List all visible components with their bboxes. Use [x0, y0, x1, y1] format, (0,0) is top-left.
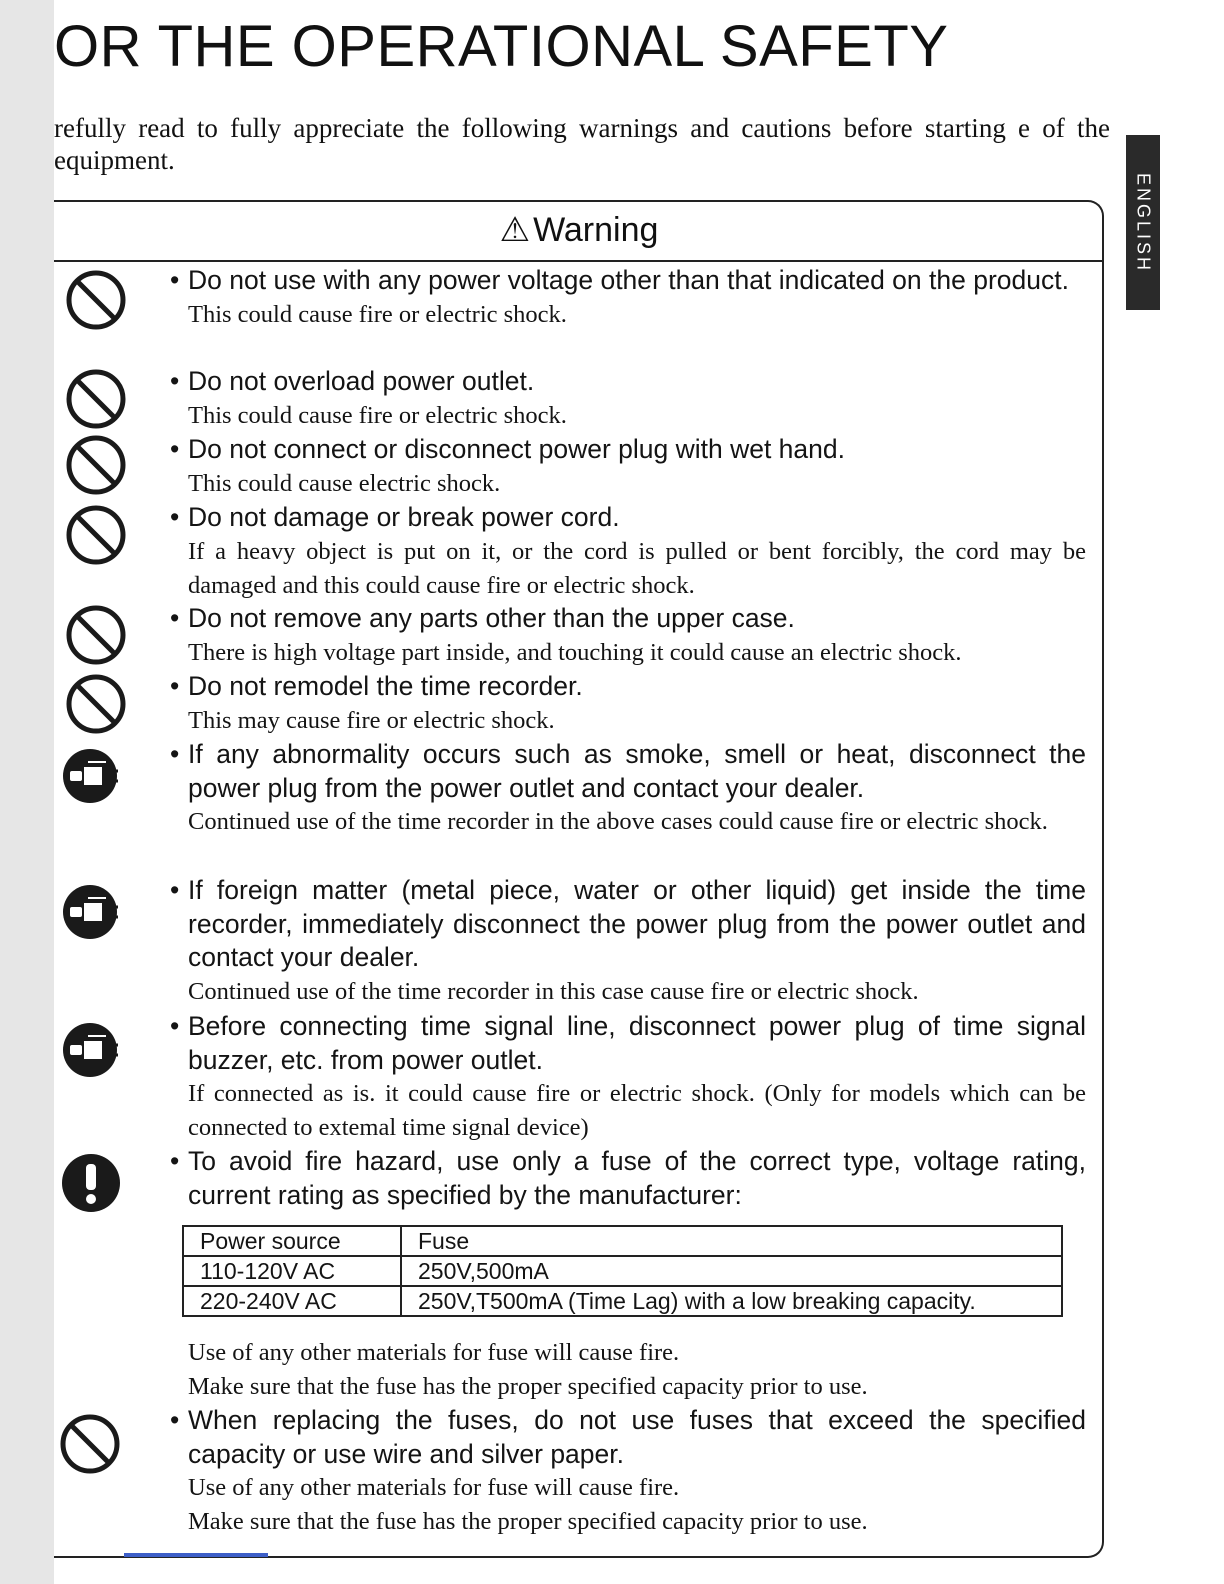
table-row [183, 1256, 1062, 1286]
warning-bullet: • Do not overload power outlet. [168, 365, 1086, 399]
warning-note: If a heavy object is put on it, or the cord is pulled or bent forcibly, the cord may be damaged and this could cause fire or electric shock. [188, 537, 1086, 599]
left-page-margin [0, 0, 54, 1584]
table-cell: 110-120V AC [183, 1256, 401, 1286]
prohibition-icon [58, 1412, 122, 1476]
prohibition-icon [64, 503, 128, 567]
warning-note: Continued use of the time recorder in the above cases could cause fire or electric shock. [188, 808, 1048, 835]
language-side-tab-label: ENGLISH [1133, 172, 1154, 273]
warning-bullet: • Before connecting time signal line, disconnect power plug of time signal buzzer, etc. from power outlet. [168, 1010, 1086, 1077]
prohibition-icon [64, 603, 128, 667]
warning-header-label: Warning [533, 210, 659, 249]
page-title: OR THE OPERATIONAL SAFETY [54, 14, 949, 79]
warning-bullet: • Do not damage or break power cord. [168, 501, 1086, 535]
table-row [183, 1286, 1062, 1316]
warning-item [168, 670, 1086, 738]
unplug-icon [62, 746, 122, 806]
prohibition-icon [64, 433, 128, 497]
table-header-row [183, 1226, 1062, 1256]
fuse-note: Use of any other materials for fuse will cause fire. [188, 1339, 680, 1366]
exclamation-icon [60, 1152, 122, 1214]
table-cell: 250V,T500mA (Time Lag) with a low breaking capacity. [401, 1286, 1062, 1316]
warning-note: This could cause fire or electric shock. [188, 300, 567, 328]
page-footer-link[interactable] [124, 1553, 268, 1557]
warning-note: Use of any other materials for fuse will cause fire. Make sure that the fuse has the proper specified capacity prior to use. [188, 1474, 868, 1535]
warning-bullet: • Do not remodel the time recorder. [168, 670, 1086, 704]
unplug-icon [62, 1020, 122, 1080]
table-header-cell: Power source [183, 1226, 401, 1256]
warning-item [168, 1010, 1086, 1145]
warning-note: There is high voltage part inside, and touching it could cause an electric shock. [188, 638, 962, 666]
fuse-table [182, 1225, 1063, 1317]
warning-note: This could cause fire or electric shock. [188, 401, 567, 429]
table-header-cell: Fuse [401, 1226, 1062, 1256]
warning-bullet: • Do not connect or disconnect power plug with wet hand. [168, 433, 1086, 467]
prohibition-icon [64, 367, 128, 431]
fuse-note: Make sure that the fuse has the proper specified capacity prior to use. [188, 1373, 868, 1400]
warning-header [54, 200, 1104, 262]
warning-bullet: • If any abnormality occurs such as smoke, smell or heat, disconnect the power plug from the power outlet and contact your dealer. [168, 738, 1086, 805]
warning-note: This could cause electric shock. [188, 469, 501, 497]
warning-item [168, 1145, 1086, 1212]
warning-bullet: • If foreign matter (metal piece, water or other liquid) get inside the time recorder, immediately disconnect the power plug from the power outlet and contact your dealer. [168, 874, 1086, 975]
warning-item [168, 738, 1086, 839]
warning-triangle-icon: ⚠ [499, 211, 531, 249]
prohibition-icon [64, 268, 128, 332]
warning-item [168, 501, 1086, 603]
unplug-icon [62, 882, 122, 942]
warning-note: Continued use of the time recorder in this case cause fire or electric shock. [188, 977, 919, 1005]
warning-note: This may cause fire or electric shock. [188, 706, 555, 734]
table-cell: 250V,500mA [401, 1256, 1062, 1286]
warning-item [168, 365, 1086, 433]
warning-bullet: • Do not use with any power voltage other than that indicated on the product. [168, 264, 1086, 298]
warning-note: If connected as is. it could cause fire or electric shock. (Only for models which can be connected to extemal time signal device) [188, 1080, 1086, 1141]
table-cell: 220-240V AC [183, 1286, 401, 1316]
warning-item [168, 264, 1086, 332]
language-side-tab [1126, 135, 1160, 310]
fuse-notes [168, 1336, 1086, 1404]
warning-bullet: • To avoid fire hazard, use only a fuse of the correct type, voltage rating, current rating as specified by the manufacturer: [168, 1145, 1086, 1212]
warning-item [168, 874, 1086, 1009]
intro-text: refully read to fully appreciate the following warnings and cautions before starting e of the equipment. [54, 113, 1110, 175]
warning-item [168, 602, 1086, 670]
warning-item [168, 433, 1086, 501]
warning-bullet: • Do not remove any parts other than the upper case. [168, 602, 1086, 636]
prohibition-icon [64, 672, 128, 736]
warning-bullet: • When replacing the fuses, do not use fuses that exceed the specified capacity or use wire and silver paper. [168, 1404, 1086, 1471]
warning-item [168, 1404, 1086, 1539]
